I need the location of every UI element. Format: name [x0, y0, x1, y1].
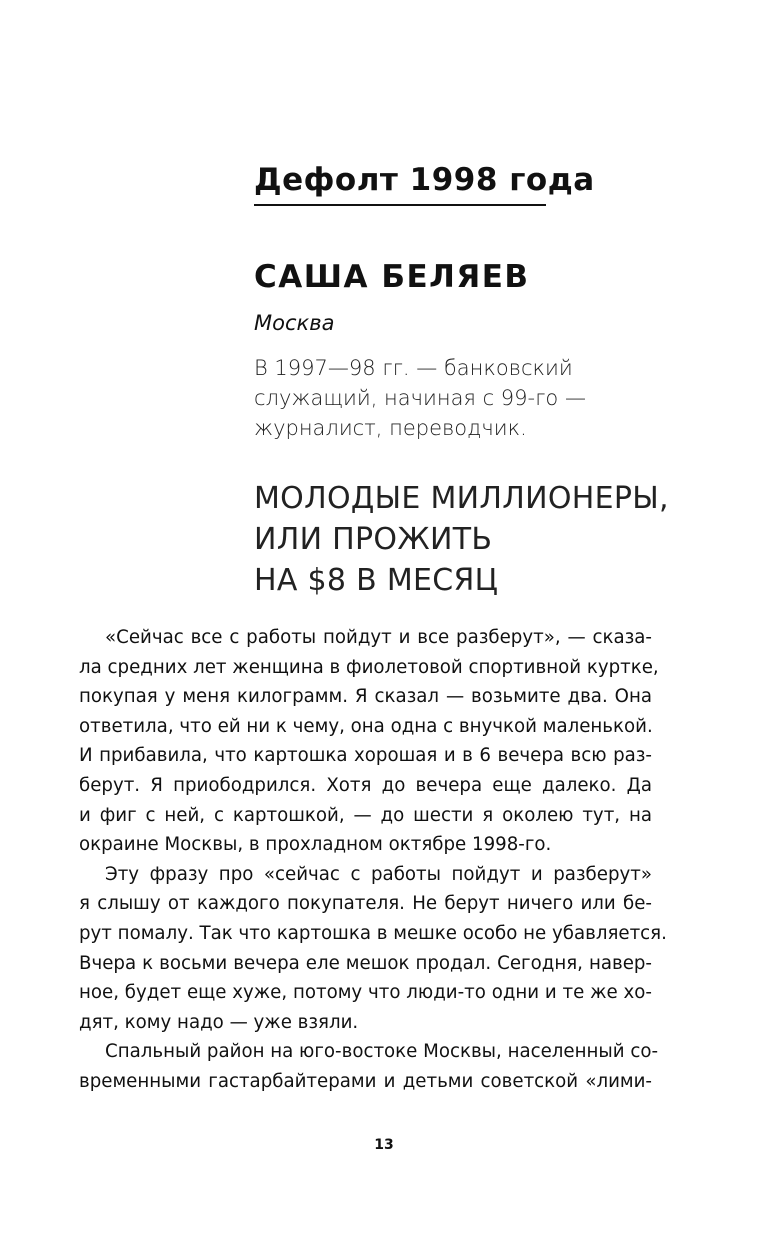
body-line: окраине Москвы, в прохладном октябре 1998-го.	[79, 834, 552, 856]
story-title-line: НА $8 В МЕСЯЦ	[254, 563, 499, 598]
body-line: временными гастарбайтерами и детьми советской «лими-	[79, 1070, 652, 1092]
body-line: ответила, что ей ни к чему, она одна с внучкой маленькой.	[79, 715, 653, 737]
body-line: Вчера к восьми вечера еле мешок продал. Сегодня, навер-	[79, 952, 652, 974]
body-line: «Сейчас все с работы пойдут и все разберут», — сказа-	[105, 627, 652, 648]
story-title-line: ИЛИ ПРОЖИТЬ	[254, 522, 493, 557]
body-line: покупая у меня килограмм. Я сказал — возьмите два. Она	[79, 686, 652, 708]
body-line: дят, кому надо — уже взяли.	[79, 1011, 359, 1033]
body-line: я слышу от каждого покупателя. Не берут ничего или бе-	[79, 893, 652, 915]
body-line: рут помалу. Так что картошка в мешке особо не убавляется.	[79, 922, 667, 944]
author-bio-line: служащий, начиная с 99-го —	[254, 386, 586, 410]
body-line: Спальный район на юго-востоке Москвы, населенный со-	[105, 1041, 659, 1063]
author-bio	[254, 353, 594, 443]
section-title: Дефолт 1998 года	[254, 162, 595, 198]
story-title-line: МОЛОДЫЕ МИЛЛИОНЕРЫ,	[254, 481, 669, 516]
story-title	[254, 478, 669, 601]
body-text	[79, 623, 667, 1097]
author-bio-line: В 1997—98 гг. — банковский	[254, 356, 573, 380]
body-line: ла средних лет женщина в фиолетовой спортивной куртке,	[79, 656, 659, 678]
body-line: И прибавила, что картошка хорошая и в 6 вечера всю раз-	[79, 745, 652, 767]
body-line: ное, будет еще хуже, потому что люди-то одни и те же хо-	[79, 982, 652, 1004]
body-line: Эту фразу про «сейчас с работы пойдут и разберут»	[105, 863, 652, 885]
body-line: берут. Я приободрился. Хотя до вечера еще далеко. Да	[79, 774, 652, 796]
author-city: Москва	[254, 311, 335, 335]
body-line: и фиг с ней, с картошкой, — до шести я околею тут, на	[79, 804, 652, 826]
author-bio-line: журналист, переводчик.	[254, 416, 527, 440]
author-name: САША БЕЛЯЕВ	[254, 259, 530, 295]
section-title-underline	[254, 204, 546, 206]
page-number: 13	[374, 1137, 394, 1153]
